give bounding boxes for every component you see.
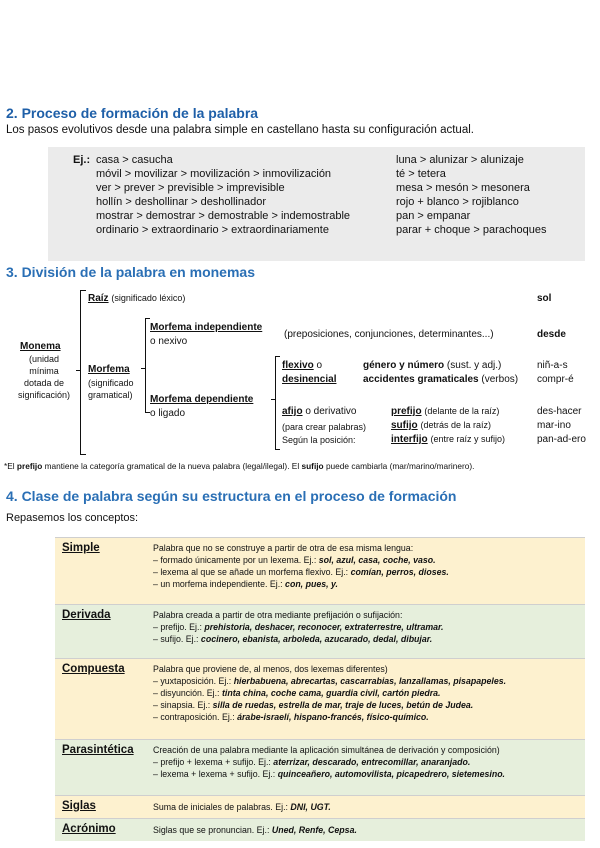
prefijo-label: prefijo: [391, 406, 422, 417]
concept-line: [153, 621, 443, 633]
concept-label: Derivada: [62, 609, 111, 621]
dep-label: Morfema dependiente: [150, 394, 254, 405]
concept-row: [55, 795, 585, 818]
indep-label: Morfema independiente: [150, 322, 263, 333]
concept-line-examples: quinceañero, automovilista, picapedrero, sietemesino.: [277, 769, 506, 779]
examples-right: [396, 153, 546, 237]
brace-line: [145, 318, 150, 319]
example-item: móvil > movilizar > movilización > inmovilización: [96, 168, 332, 180]
sufijo-def: (detrás de la raíz): [420, 420, 491, 430]
concept-line-examples: Uned, Renfe, Cepsa.: [271, 825, 357, 835]
section-3-note: [4, 461, 474, 471]
concept-line-text: – yuxtaposición. Ej.:: [153, 676, 234, 686]
flexivo-o: o: [316, 360, 323, 371]
concept-line-examples: silla de ruedas, estrella de mar, traje de luces, betún de Judea.: [212, 700, 474, 710]
concept-description: [153, 609, 443, 645]
concept-line: [153, 675, 506, 687]
concept-line-examples: prehistoria, deshacer, reconocer, extraterrestre, ultramar.: [204, 622, 444, 632]
raiz-example: sol: [537, 293, 552, 304]
concept-line: [153, 744, 505, 756]
concept-row: [55, 818, 585, 841]
example-item: té > tetera: [396, 168, 446, 180]
def-line: gramatical): [88, 390, 133, 400]
concept-line-examples: aterrizar, descarado, entrecomillar, anaranjado.: [273, 757, 471, 767]
afijo-p2: Según la posición:: [282, 435, 356, 445]
examples-label: Ej.:: [73, 154, 91, 166]
morfema-def: [88, 377, 134, 401]
monema-def: [14, 353, 74, 401]
sufijo-label: sufijo: [391, 420, 418, 431]
concept-line-text: Suma de iniciales de palabras. Ej.:: [153, 802, 291, 812]
concept-line-text: – lexema + lexema + sufijo. Ej.:: [153, 769, 278, 779]
gn-label: género y número: [363, 360, 445, 371]
concept-line-text: Palabra que no se construye a partir de otra de esa misma lengua:: [153, 543, 414, 553]
concept-line-text: Palabra que proviene de, al menos, dos lexemas diferentes): [153, 664, 388, 674]
concept-line-text: Palabra creada a partir de otra mediante prefijación o sufijación:: [153, 610, 403, 620]
afijo-example: des-hacer: [537, 406, 582, 417]
raiz-def: (significado léxico): [111, 293, 186, 303]
afijo-def: o derivativo: [305, 406, 357, 417]
brace-line: [271, 399, 275, 400]
concept-line: [153, 609, 443, 621]
example-item: mostrar > demostrar > demostrable > indemostrable: [96, 210, 351, 222]
concept-line: [153, 699, 506, 711]
example-item: rojo + blanco > rojiblanco: [396, 196, 519, 208]
concept-line-examples: tinta china, coche cama, guardia civil, cartón piedra.: [221, 688, 441, 698]
concept-line: [153, 566, 449, 578]
acc-def: (verbos): [481, 374, 519, 385]
afijo-label: afijo: [282, 406, 303, 417]
concept-line-text: Creación de una palabra mediante la aplicación simultánea de derivación y composición): [153, 745, 500, 755]
concept-line: [153, 663, 506, 675]
section-2-title: 2. Proceso de formación de la palabra: [6, 105, 259, 121]
def-line: (significado: [88, 378, 134, 388]
concept-label: Compuesta: [62, 663, 125, 675]
concept-line-text: – disyunción. Ej.:: [153, 688, 222, 698]
note-prefijo: prefijo: [16, 461, 43, 471]
indep-example: desde: [537, 329, 566, 340]
desinencial-label: desinencial: [282, 374, 337, 385]
note-sufijo: sufijo: [301, 461, 324, 471]
example-item: pan > empanar: [396, 210, 471, 222]
note-end: puede cambiarla (mar/marino/marinero).: [325, 461, 475, 471]
example-item: parar + choque > parachoques: [396, 224, 547, 236]
monema-label: Monema: [20, 341, 61, 352]
flexivo-example: compr-é: [537, 374, 574, 385]
concept-line: [153, 633, 443, 645]
example-item: ver > prever > previsible > imprevisible: [96, 182, 285, 194]
brace-line: [145, 318, 146, 413]
brace-line: [80, 454, 86, 455]
afijo-row: [282, 405, 356, 418]
example-item: ordinario > extraordinario > extraordinariamente: [96, 224, 329, 236]
interfijo-def: (entre raíz y sufijo): [430, 434, 505, 444]
brace-line: [80, 290, 86, 291]
acc-row: [363, 373, 518, 386]
prefijo-def: (delante de la raíz): [424, 406, 500, 416]
concept-line-text: – sufijo. Ej.:: [153, 634, 201, 644]
concept-description: [153, 801, 331, 813]
concept-line-text: Siglas que se pronuncian. Ej.:: [153, 825, 272, 835]
indep-def: (preposiciones, conjunciones, determinantes...): [284, 329, 494, 340]
def-line: (unidad: [28, 354, 60, 364]
concept-line-text: – contraposición. Ej.:: [153, 712, 238, 722]
concept-line: [153, 801, 331, 813]
raiz-label: Raíz: [88, 293, 109, 304]
brace-line: [275, 356, 276, 450]
concept-row: [55, 658, 585, 739]
concept-line: [153, 542, 449, 554]
concept-line-text: – sinapsia. Ej.:: [153, 700, 213, 710]
concept-description: [153, 542, 449, 590]
concept-line-text: – formado únicamente por un lexema. Ej.:: [153, 555, 319, 565]
section-4-intro: Repasemos los conceptos:: [6, 512, 139, 524]
def-line: mínima: [29, 366, 59, 376]
concept-line: [153, 768, 505, 780]
prefijo-row: [391, 405, 499, 418]
interfijo-row: [391, 433, 505, 446]
brace-line: [275, 449, 280, 450]
concept-label: Siglas: [62, 800, 96, 812]
concept-row: [55, 739, 585, 795]
concept-row: [55, 604, 585, 658]
sufijo-row: [391, 419, 491, 432]
concept-line-text: – lexema al que se añade un morfema flexivo. Ej.:: [153, 567, 351, 577]
concept-line: [153, 756, 505, 768]
brace-line: [141, 368, 145, 369]
example-item: mesa > mesón > mesonera: [396, 182, 530, 194]
brace-line: [76, 370, 80, 371]
interfijo-label: interfijo: [391, 434, 428, 445]
concept-line-text: – prefijo + lexema + sufijo. Ej.:: [153, 757, 274, 767]
concept-line-examples: con, pues, y.: [285, 579, 339, 589]
concept-line-examples: sol, azul, casa, coche, vaso.: [318, 555, 436, 565]
concept-line-examples: hierbabuena, abrecartas, cascarrabias, lanzallamas, pisapapeles.: [233, 676, 507, 686]
section-4-title: 4. Clase de palabra según su estructura en el proceso de formación: [6, 488, 457, 504]
concept-line-examples: cocinero, ebanista, arboleda, azucarado, dedal, dibujar.: [200, 634, 433, 644]
concept-description: [153, 744, 505, 780]
concept-description: [153, 663, 506, 723]
concept-description: [153, 824, 357, 836]
example-item: luna > alunizar > alunizaje: [396, 154, 524, 166]
example-item: hollín > deshollinar > deshollinador: [96, 196, 267, 208]
indep-sub: o nexivo: [150, 336, 188, 347]
concept-row: [55, 537, 585, 604]
concept-line-text: – prefijo. Ej.:: [153, 622, 205, 632]
concept-line: [153, 554, 449, 566]
concept-line-examples: árabe-israelí, hispano-francés, físico-químico.: [237, 712, 429, 722]
section-2-intro: Los pasos evolutivos desde una palabra simple en castellano hasta su configuración actual.: [6, 124, 474, 136]
concept-line-examples: comían, perros, dioses.: [350, 567, 449, 577]
examples-left: [96, 153, 350, 237]
acc-label: accidentes gramaticales: [363, 374, 479, 385]
concept-line: [153, 824, 357, 836]
note-star: *El: [4, 461, 15, 471]
concept-label: Simple: [62, 542, 100, 554]
dep-sub: o ligado: [150, 408, 186, 419]
concept-line-examples: DNI, UGT.: [290, 802, 331, 812]
note-mid: mantiene la categoría gramatical de la nueva palabra (legal/ilegal). El: [44, 461, 300, 471]
morfema-label: Morfema: [88, 364, 130, 375]
flexivo-example: niñ-a-s: [537, 360, 568, 371]
gn-row: [363, 359, 501, 372]
def-line: significación): [17, 390, 71, 400]
section-3-title: 3. División de la palabra en monemas: [6, 264, 255, 280]
concept-line: [153, 711, 506, 723]
afijo-p1: (para crear palabras): [282, 422, 367, 432]
concept-line: [153, 687, 506, 699]
concept-line: [153, 578, 449, 590]
example-item: casa > casucha: [96, 154, 173, 166]
gn-def: (sust. y adj.): [446, 360, 502, 371]
afijo-example: pan-ad-ero: [537, 434, 586, 445]
brace-line: [80, 290, 81, 455]
concept-label: Acrónimo: [62, 823, 116, 835]
flexivo-label: flexivo: [282, 360, 314, 371]
brace-line: [275, 356, 280, 357]
raiz-row: [88, 292, 185, 305]
concept-line-text: – un morfema independiente. Ej.:: [153, 579, 286, 589]
afijo-example: mar-ino: [537, 420, 571, 431]
concept-label: Parasintética: [62, 744, 134, 756]
flexivo-row: [282, 359, 322, 372]
def-line: dotada de: [23, 378, 65, 388]
